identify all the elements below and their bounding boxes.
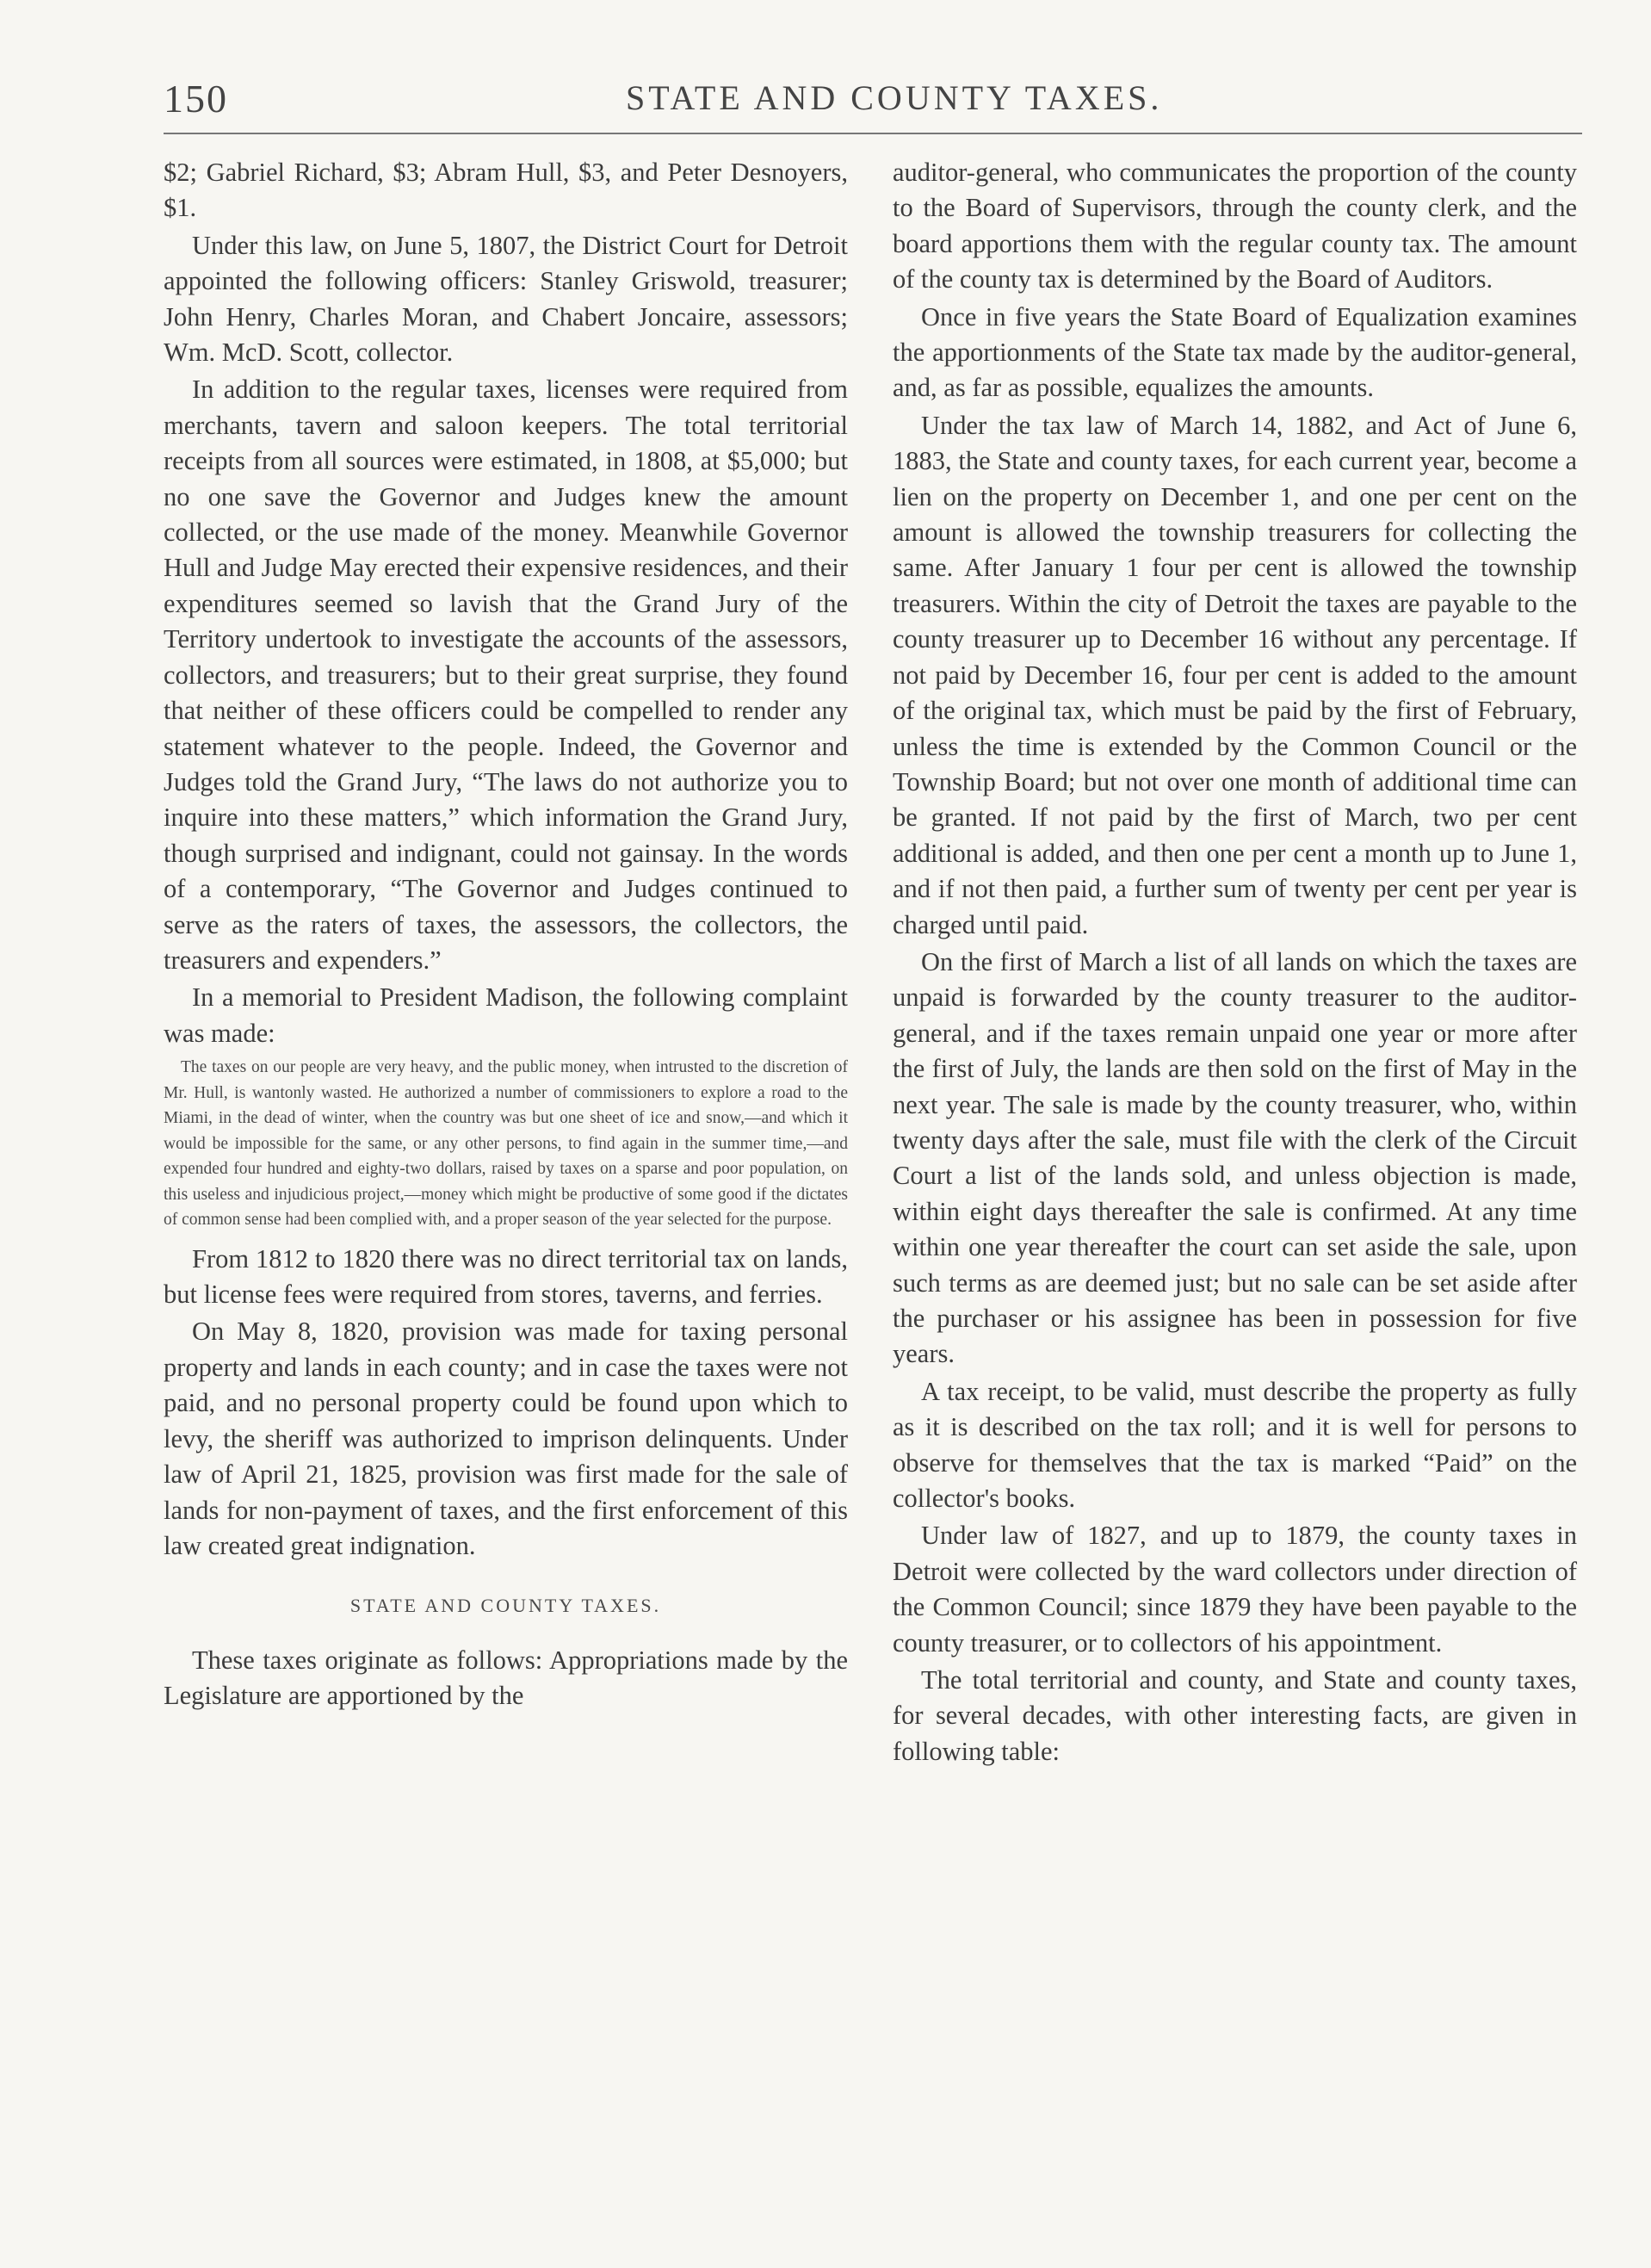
paragraph: From 1812 to 1820 there was no direct territorial tax on lands, but license fees were required from stores, taverns, and ferries. [164,1243,848,1310]
block-quote-text: The taxes on our people are very heavy, and the public money, when intrusted to the discretion of Mr. Hull, is wantonly wasted. He authorized a number of commissioners to explore a road to the Miami, in the dead of winter, when the country was but one sheet of ice and snow,—and which it would be impossible for the same, or any other persons, to find again in the summer time,—and expended four hundred and eighty-two dollars, raised by taxes on a sparse and poor population, on this useless and injudicious project,—money which might be productive of some good if the dictates of common sense had been complied with, and a proper season of the year selected for the purpose. [164,1058,848,1230]
paragraph: These taxes originate as follows: Appropriations made by the Legislature are apportioned by the [164,1645,848,1711]
paragraph: Under law of 1827, and up to 1879, the county taxes in Detroit were collected by the ward collectors under direction of the Common Council; since 1879 they have been payable to the county treasurer, or to collectors of his appointment. [893,1521,1577,1658]
paragraph: On May 8, 1820, provision was made for taxing personal property and lands in each county; and in case the taxes were not paid, and no personal property could be found upon which to levy, the sheriff was authorized to imprison delinquents. Under law of April 21, 1825, provision was first made for the sale of lands for non-payment of taxes, and the first enforcement of this law created great indignation. [164,1317,848,1560]
right-column [893,155,1577,1771]
section-heading: STATE AND COUNTY TAXES. [349,1595,662,1617]
paragraph: In a memorial to President Madison, the following complaint was made: [164,982,848,1048]
left-column [164,155,848,1716]
page-number: 150 [164,77,228,121]
paragraph: On the first of March a list of all lands on which the taxes are unpaid is forwarded by the county treasurer to the auditor-general, and if the taxes remain unpaid one year or more after the first of July, the lands are then sold on the first of May in the next year. The sale is made by the county treasurer, who, within twenty days after the sale, must file with the clerk of the Circuit Court a list of the lands sold, and unless objection is made, within eight days thereafter the sale is confirmed. At any time within one year thereafter the court can set aside the sale, upon such terms as are deemed just; but no sale can be set aside after the purchaser or his assignee has been in possession for five years. [893,946,1577,1369]
paragraph: A tax receipt, to be valid, must describe the property as fully as it is described on the tax roll; and it is well for persons to observe for themselves that the tax is marked “Paid” on the collector's books. [893,1376,1577,1514]
paragraph: Under this law, on June 5, 1807, the District Court for Detroit appointed the following officers: Stanley Griswold, treasurer; John Henry, Charles Moran, and Chabert Joncaire, assessors; Wm. McD. Scott, collector. [164,230,848,368]
paragraph: The total territorial and county, and State and county taxes, for several decades, with other interesting facts, are given in following table: [893,1665,1577,1766]
header-rule [164,133,1582,134]
paragraph: Under the tax law of March 14, 1882, and Act of June 6, 1883, the State and county taxes, for each current year, become a lien on the property on December 1, and one per cent on the amount is allowed the township treasurers for collecting the same. After January 1 four per cent is allowed the township treasurers. Within the city of Detroit the taxes are payable to the county treasurer up to December 16 without any percentage. If not paid by December 16, four per cent is added to the amount of the original tax, which must be paid by the first of February, unless the time is extended by the Common Council or the Township Board; but not over one month of additional time can be granted. If not paid by the first of March, two per cent additional is added, and then one per cent a month up to June 1, and if not then paid, a further sum of twenty per cent per year is charged until paid. [893,410,1577,939]
paragraph: auditor-general, who communicates the proportion of the county to the Board of Supervisors, through the county clerk, and the board apportions them with the regular county tax. The amount of the county tax is determined by the Board of Auditors. [893,158,1577,294]
block-quote [164,1055,848,1233]
running-title: STATE AND COUNTY TAXES. [626,78,1163,117]
paragraph: $2; Gabriel Richard, $3; Abram Hull, $3, and Peter Desnoyers, $1. [164,158,848,223]
paragraph: In addition to the regular taxes, licenses were required from merchants, tavern and saloon keepers. The total territorial receipts from all sources were estimated, in 1808, at $5,000; but no one save the Governor and Judges knew the amount collected, or the use made of the money. Meanwhile Governor Hull and Judge May erected their expensive residences, and their expenditures seemed so lavish that the Grand Jury of the Territory undertook to investigate the accounts of the assessors, collectors, and treasurers; but to their great surprise, they found that neither of these officers could be compelled to render any statement whatever to the people. Indeed, the Governor and Judges told the Grand Jury, “The laws do not authorize you to inquire into these matters,” which information the Grand Jury, though surprised and indignant, could not gainsay. In the words of a contemporary, “The Governor and Judges continued to serve as the raters of taxes, the assessors, the collectors, the treasurers and expenders.” [164,375,848,975]
paragraph: Once in five years the State Board of Equalization examines the apportionments of the State tax made by the auditor-general, and, as far as possible, equalizes the amounts. [893,301,1577,403]
page-header [0,0,1651,129]
